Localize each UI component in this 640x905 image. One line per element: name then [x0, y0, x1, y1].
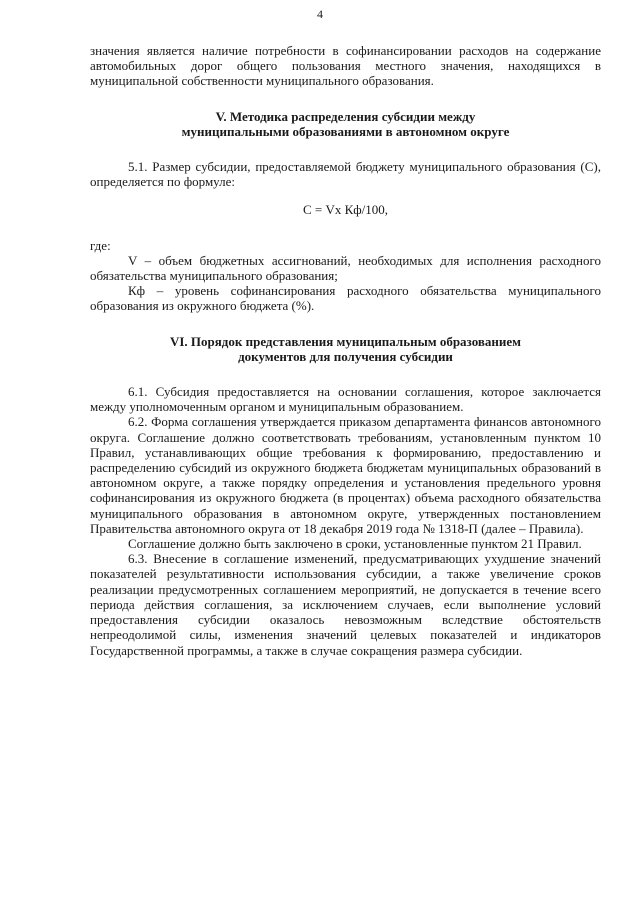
paragraph-6-1: 6.1. Субсидия предоставляется на основании соглашения, которое заключается между уполномоченным органом и муниципальным образованием. — [90, 384, 601, 415]
definition-kf: Кф – уровень софинансирования расходного обязательства муниципального образования из окружного бюджета (%). — [90, 283, 601, 314]
intro-paragraph: значения является наличие потребности в софинансировании расходов на содержание автомобильных дорог общего пользования местного значения, находящихся в муниципальной собственности муниципального образования. — [90, 43, 601, 89]
page-content — [90, 43, 601, 658]
subsidy-formula: С = Vх Кф/100, — [302, 202, 389, 218]
definition-v: V – объем бюджетных ассигнований, необходимых для исполнения расходного обязательства муниципального образования; — [90, 252, 601, 284]
section-6-heading — [90, 334, 601, 364]
section-5-heading-line-1: V. Методика распределения субсидии между — [215, 108, 476, 124]
paragraph-6-3: 6.3. Внесение в соглашение изменений, предусматривающих ухудшение значений показателей результативности использования субсидии, а также увеличение сроков реализации предусмотренных соглашением мероприятий, не допускается в течение всего периода действия соглашения, за исключением случаев, если выполнение условий предоставления субсидии оказалось невозможным вследствие обстоятельств непреодолимой силы, изменения значений целевых показателей и индикаторов Государственной программы, а также в случае сокращения размера субсидии. — [90, 551, 601, 658]
paragraph-6-2-continuation: Соглашение должно быть заключено в сроки, установленные пунктом 21 Правил. — [128, 536, 582, 552]
paragraph-6-2: 6.2. Форма соглашения утверждается приказом департамента финансов автономного округа. Соглашение должно соответствовать требованиям, установленным пунктом 10 Правил, устанавливающих общие требования к формированию, предоставлению и распределению субсидий из окружного бюджета бюджетам муниципальных образований в автономном округе, а также порядку определения и установления предельного уровня софинансирования из окружного бюджета (в процентах) объема расходного обязательства муниципального образования в автономном округе, утвержденных постановлением Правительства автономного округа от 18 декабря 2019 года № 1318-П (далее – Правила). — [90, 414, 601, 536]
page-number: 4 — [317, 7, 323, 21]
section-5-heading — [90, 109, 601, 139]
section-5-heading-line-2: муниципальными образованиями в автономном округе — [181, 123, 510, 139]
section-6-heading-line-2: документов для получения субсидии — [238, 348, 453, 364]
section-6-heading-line-1: VI. Порядок представления муниципальным образованием — [169, 333, 522, 349]
where-label: где: — [90, 237, 111, 253]
paragraph-5-1: 5.1. Размер субсидии, предоставляемой бюджету муниципального образования (С), определяется по формуле: — [90, 159, 601, 190]
